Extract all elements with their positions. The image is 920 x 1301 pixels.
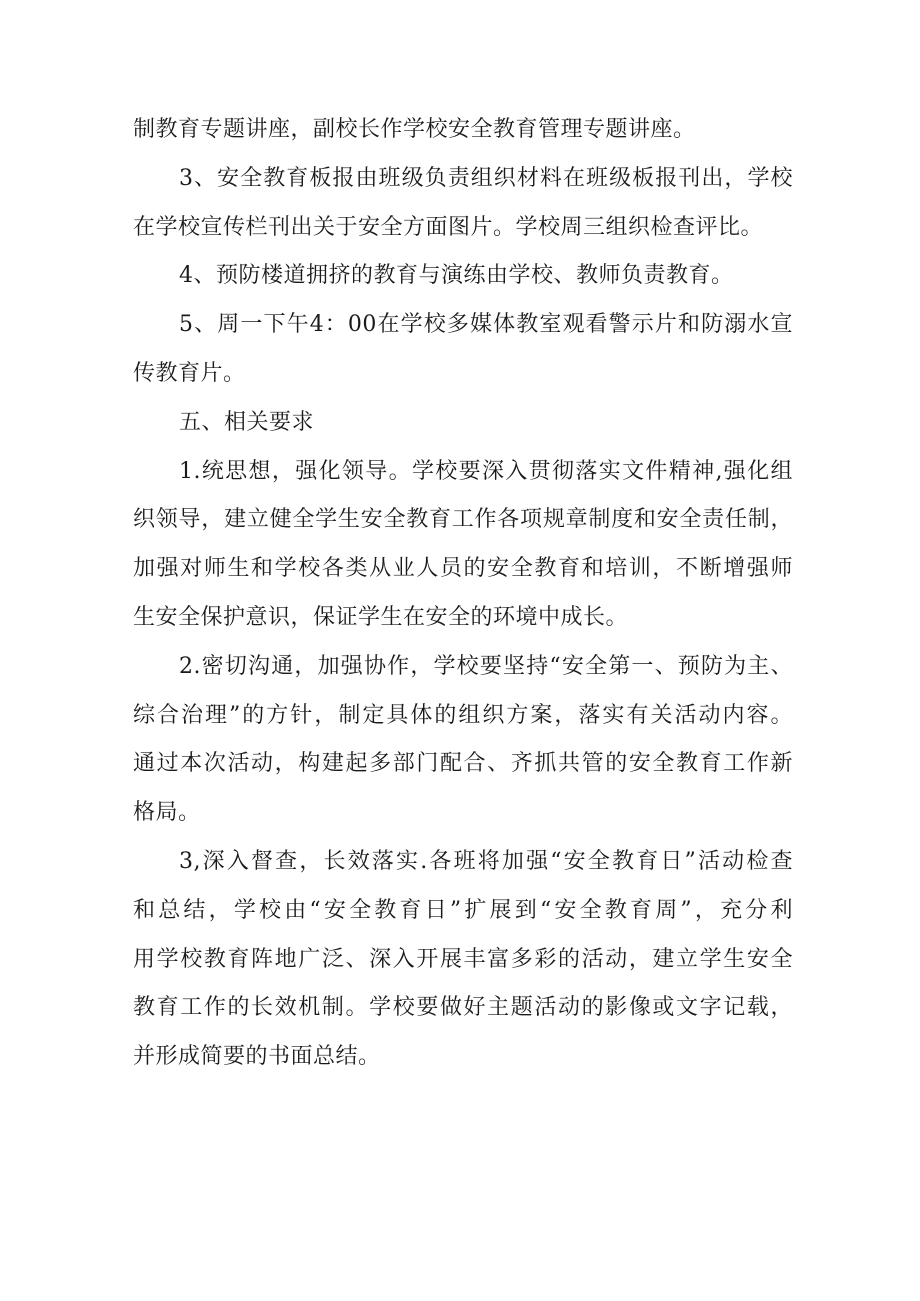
- paragraph-item-5-video: [133, 301, 793, 399]
- paragraph-line: 制教育专题讲座，副校长作学校安全教育管理专题讲座。: [133, 117, 696, 142]
- paragraph-line: 通过本次活动，构建起多部门配合、齐抓共管的安全教育工作新: [133, 751, 793, 777]
- paragraph-item-3-blackboard: [133, 155, 793, 253]
- paragraph-item-4-stairway-drill: [133, 252, 793, 301]
- section-heading-requirements: [133, 399, 793, 448]
- paragraph-line: 4、预防楼道拥挤的教育与演练由学校、教师负责教育。: [179, 263, 734, 289]
- document-body: [133, 106, 793, 1082]
- paragraph-continued-lecture: [133, 106, 793, 155]
- paragraph-line: 3、安全教育板报由班级负责组织材料在班级板报刊出，学校: [179, 165, 793, 191]
- paragraph-line: 加强对师生和学校各类从业人员的安全教育和培训，不断增强师: [133, 556, 793, 582]
- paragraph-line: 5、周一下午4：00在学校多媒体教室观看警示片和防溺水宣: [179, 312, 793, 338]
- paragraph-line: 3,深入督查，长效落实.各班将加强“安全教育日”活动检查: [179, 848, 793, 874]
- paragraph-line: 用学校教育阵地广泛、深入开展丰富多彩的活动，建立学生安全: [133, 946, 793, 972]
- section-heading: 五、相关要求: [179, 409, 315, 435]
- paragraph-requirement-2: [133, 643, 793, 838]
- paragraph-line: 教育工作的长效机制。学校要做好主题活动的影像或文字记载，: [133, 995, 793, 1021]
- paragraph-line: 综合治理”的方针，制定具体的组织方案，落实有关活动内容。: [133, 702, 793, 728]
- paragraph-line: 2.密切沟通，加强协作，学校要坚持“安全第一、预防为主、: [179, 653, 793, 679]
- paragraph-requirement-1: [133, 448, 793, 643]
- paragraph-line: 并形成简要的书面总结。: [133, 1044, 381, 1070]
- paragraph-line: 格局。: [133, 800, 201, 826]
- paragraph-line: 织领导，建立健全学生安全教育工作各项规章制度和安全责任制，: [133, 507, 793, 533]
- paragraph-line: 和总结，学校由“安全教育日”扩展到“安全教育周”，充分利: [133, 897, 793, 923]
- paragraph-line: 在学校宣传栏刊出关于安全方面图片。学校周三组织检查评比。: [133, 214, 764, 240]
- paragraph-requirement-3: [133, 838, 793, 1082]
- paragraph-line: 生安全保护意识，保证学生在安全的环境中成长。: [133, 604, 629, 630]
- paragraph-line: 1.统思想，强化领导。学校要深入贯彻落实文件精神,强化组: [179, 458, 793, 484]
- paragraph-line: 传教育片。: [133, 360, 246, 386]
